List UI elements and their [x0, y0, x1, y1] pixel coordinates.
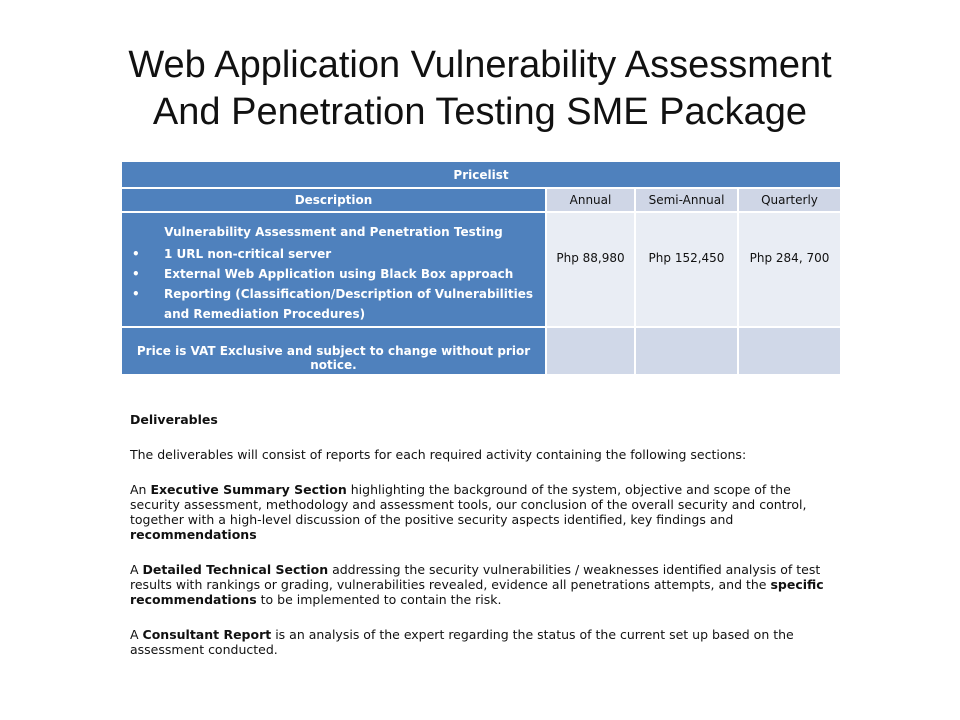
title-line-2: And Penetration Testing SME Package [152, 91, 808, 133]
price-annual: Php 88,980 [546, 212, 635, 327]
service-bullet-list [130, 244, 537, 324]
empty-cell [546, 327, 635, 375]
deliverables-intro: The deliverables will consist of reports for each required activity containing the following sections: [130, 447, 747, 462]
deliverables-heading: Deliverables [130, 412, 218, 427]
title-line-1: Web Application Vulnerability Assessment [128, 44, 832, 86]
executive-summary-paragraph: An Executive Summary Section highlighting the background of the system, objective and scope of the security assessment, methodology and assessment tools, our conclusion of the overall security and control, together with a high-level discussion of the positive security aspects identified, key findings and recommendations [130, 482, 807, 542]
column-header-description: Description [121, 188, 546, 212]
table-row [121, 212, 841, 327]
table-row [121, 327, 841, 375]
empty-cell [738, 327, 841, 375]
list-item: • 1 URL non-critical server [164, 244, 537, 264]
service-description-cell [121, 212, 546, 327]
technical-section-paragraph: A Detailed Technical Section addressing the security vulnerabilities / weaknesses identified analysis of test results with rankings or grading, vulnerabilities revealed, evidence all penetrations attempts, and the specific recommendations to be implemented to contain the risk. [130, 562, 824, 607]
list-item: • External Web Application using Black Box approach [164, 264, 537, 284]
column-header-semi-annual: Semi-Annual [635, 188, 738, 212]
pricelist-header: Pricelist [121, 161, 841, 188]
list-item: • Reporting (Classification/Description of Vulnerabilities and Remediation Procedures) [164, 284, 537, 324]
empty-cell [635, 327, 738, 375]
vat-note: Price is VAT Exclusive and subject to change without prior notice. [121, 327, 546, 375]
consultant-report-paragraph: A Consultant Report is an analysis of the expert regarding the status of the current set up based on the assessment conducted. [130, 627, 794, 657]
service-title: Vulnerability Assessment and Penetration Testing [164, 225, 503, 239]
pricelist-table [120, 160, 842, 376]
price-quarterly: Php 284, 700 [738, 212, 841, 327]
deliverables-section [130, 412, 830, 657]
page-title [60, 42, 900, 136]
price-semi-annual: Php 152,450 [635, 212, 738, 327]
column-header-annual: Annual [546, 188, 635, 212]
column-header-quarterly: Quarterly [738, 188, 841, 212]
